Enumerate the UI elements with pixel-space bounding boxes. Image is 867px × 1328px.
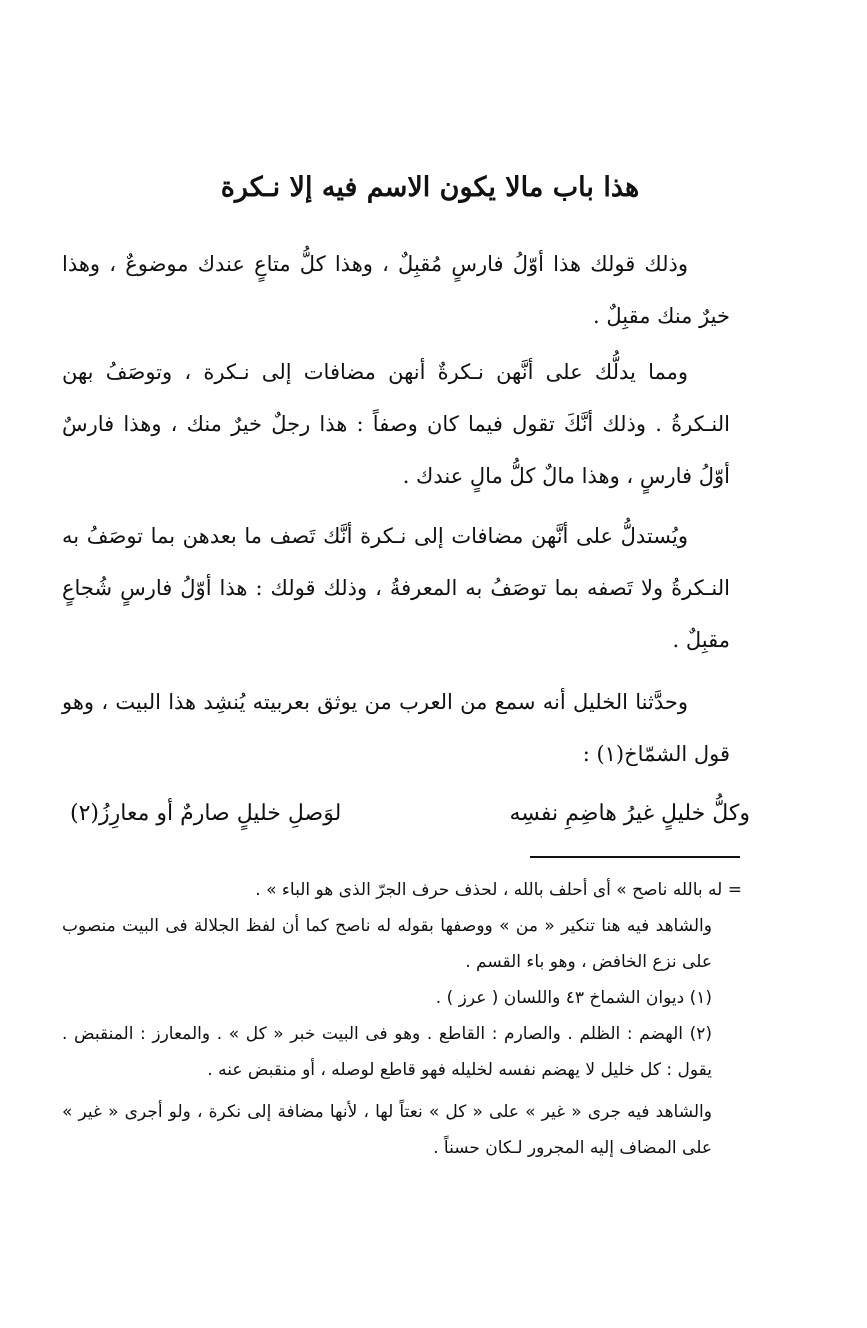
main-text-block-2 [62,346,730,502]
verse-first-hemistich: وكلُّ خليلٍ غيرُ هاضِمِ نفسِه [509,801,750,826]
paragraph-1: وذلك قولك هذا أوّلُ فارسٍ مُقبِلٌ ، وهذا كلُّ متاعٍ عندك موضوعٌ ، وهذا خيرٌ منك مقبِلٌ . [62,252,730,328]
footnote-2-evidence: والشاهد فيه جرى « غير » على « كل » نعتاً لها ، لأنها مضافة إلى نكرة ، ولو أجرى « غير » على المضاف إليه المجرور لـكان حسناً . [62,1102,712,1158]
footnote-divider [530,856,740,858]
footnote-continuation-evidence: والشاهد فيه هنا تنكير « من » ووصفها بقوله له ناصح كما أن لفظ الجلالة فى البيت منصوب على نزع الخافض ، وهو باء القسم . [62,916,712,972]
verse-second-hemistich: لوَصلِ خليلٍ صارمٌ أو معارِزُ(٢) [70,801,342,826]
footnote-continuation: = له بالله ناصح » أى أحلف بالله ، لحذف حرف الجرّ الذى هو الباء » . [255,880,742,900]
footnote-1: (١) ديوان الشماخ ٤٣ واللسان ( عرز ) . [435,988,712,1008]
main-text-block-3 [62,510,730,666]
paragraph-4: وحدَّثنا الخليل أنه سمع من العرب من يوثق بعربيته يُنشِد هذا البيت ، وهو قول الشمّاخ(١) : [62,690,730,766]
paragraph-3: ويُستدلُّ على أنَّهن مضافات إلى نـكرة أنَّك تَصف ما بعدهن بما توصَفُ به النـكرةُ ولا تَصفه بما توصَفُ به المعرفةُ ، وذلك قولك : هذا أوّلُ فارسٍ شُجاعٍ مقبِلٌ . [62,524,730,652]
main-text-block-1 [62,238,730,342]
chapter-heading: هذا باب مالا يكون الاسم فيه إلا نـكرة [220,172,640,203]
main-text-block-4 [62,676,730,780]
footnotes-section [62,872,742,1166]
paragraph-2: ومما يدلُّك على أنَّهن نـكرةٌ أنهن مضافات إلى نـكرة ، وتوصَفُ بهن النـكرةُ . وذلك أنَّكَ تقول فيما كان وصفاً : هذا رجلٌ خيرٌ منك ، وهذا فارسٌ أوّلُ فارسٍ ، وهذا مالٌ كلُّ مالٍ عندك . [62,360,730,488]
footnote-2: (٢) الهضم : الظلم . والصارم : القاطع . وهو فى البيت خبر « كل » . والمعارز : المنقبض . يقول : كل خليل لا يهضم نفسه لخليله فهو قاطع لوصله ، أو منقبض عنه . [62,1024,712,1080]
poetry-verse [70,792,750,836]
